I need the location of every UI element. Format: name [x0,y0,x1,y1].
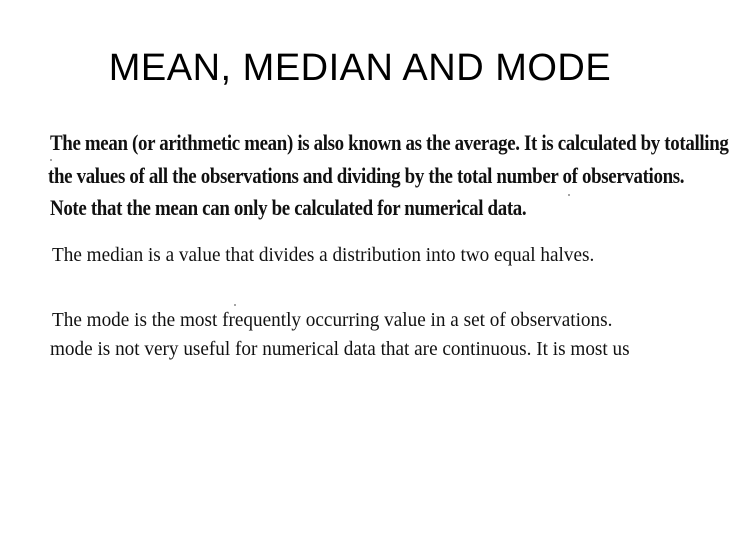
slide-title: MEAN, MEDIAN AND MODE [108,47,612,89]
scan-speck [50,159,52,161]
scanned-text-image [48,128,729,360]
mean-definition-line-1: The mean (or arithmetic mean) is also known as the average. It is calculated by totalling [50,130,729,155]
mode-definition-line-1: The mode is the most frequently occurring value in a set of observations. [52,309,613,331]
median-definition-line: The median is a value that divides a distribution into two equal halves. [52,244,595,266]
scan-speck [568,194,570,196]
mean-definition-line-2: the values of all the observations and dividing by the total number of observations. [48,163,685,188]
scan-speck [234,304,236,306]
mode-definition-line-2-cut: mode is not very useful for numerical data that are continuous. It is most us [50,338,630,360]
mean-definition-line-3: Note that the mean can only be calculated for numerical data. [50,195,527,220]
